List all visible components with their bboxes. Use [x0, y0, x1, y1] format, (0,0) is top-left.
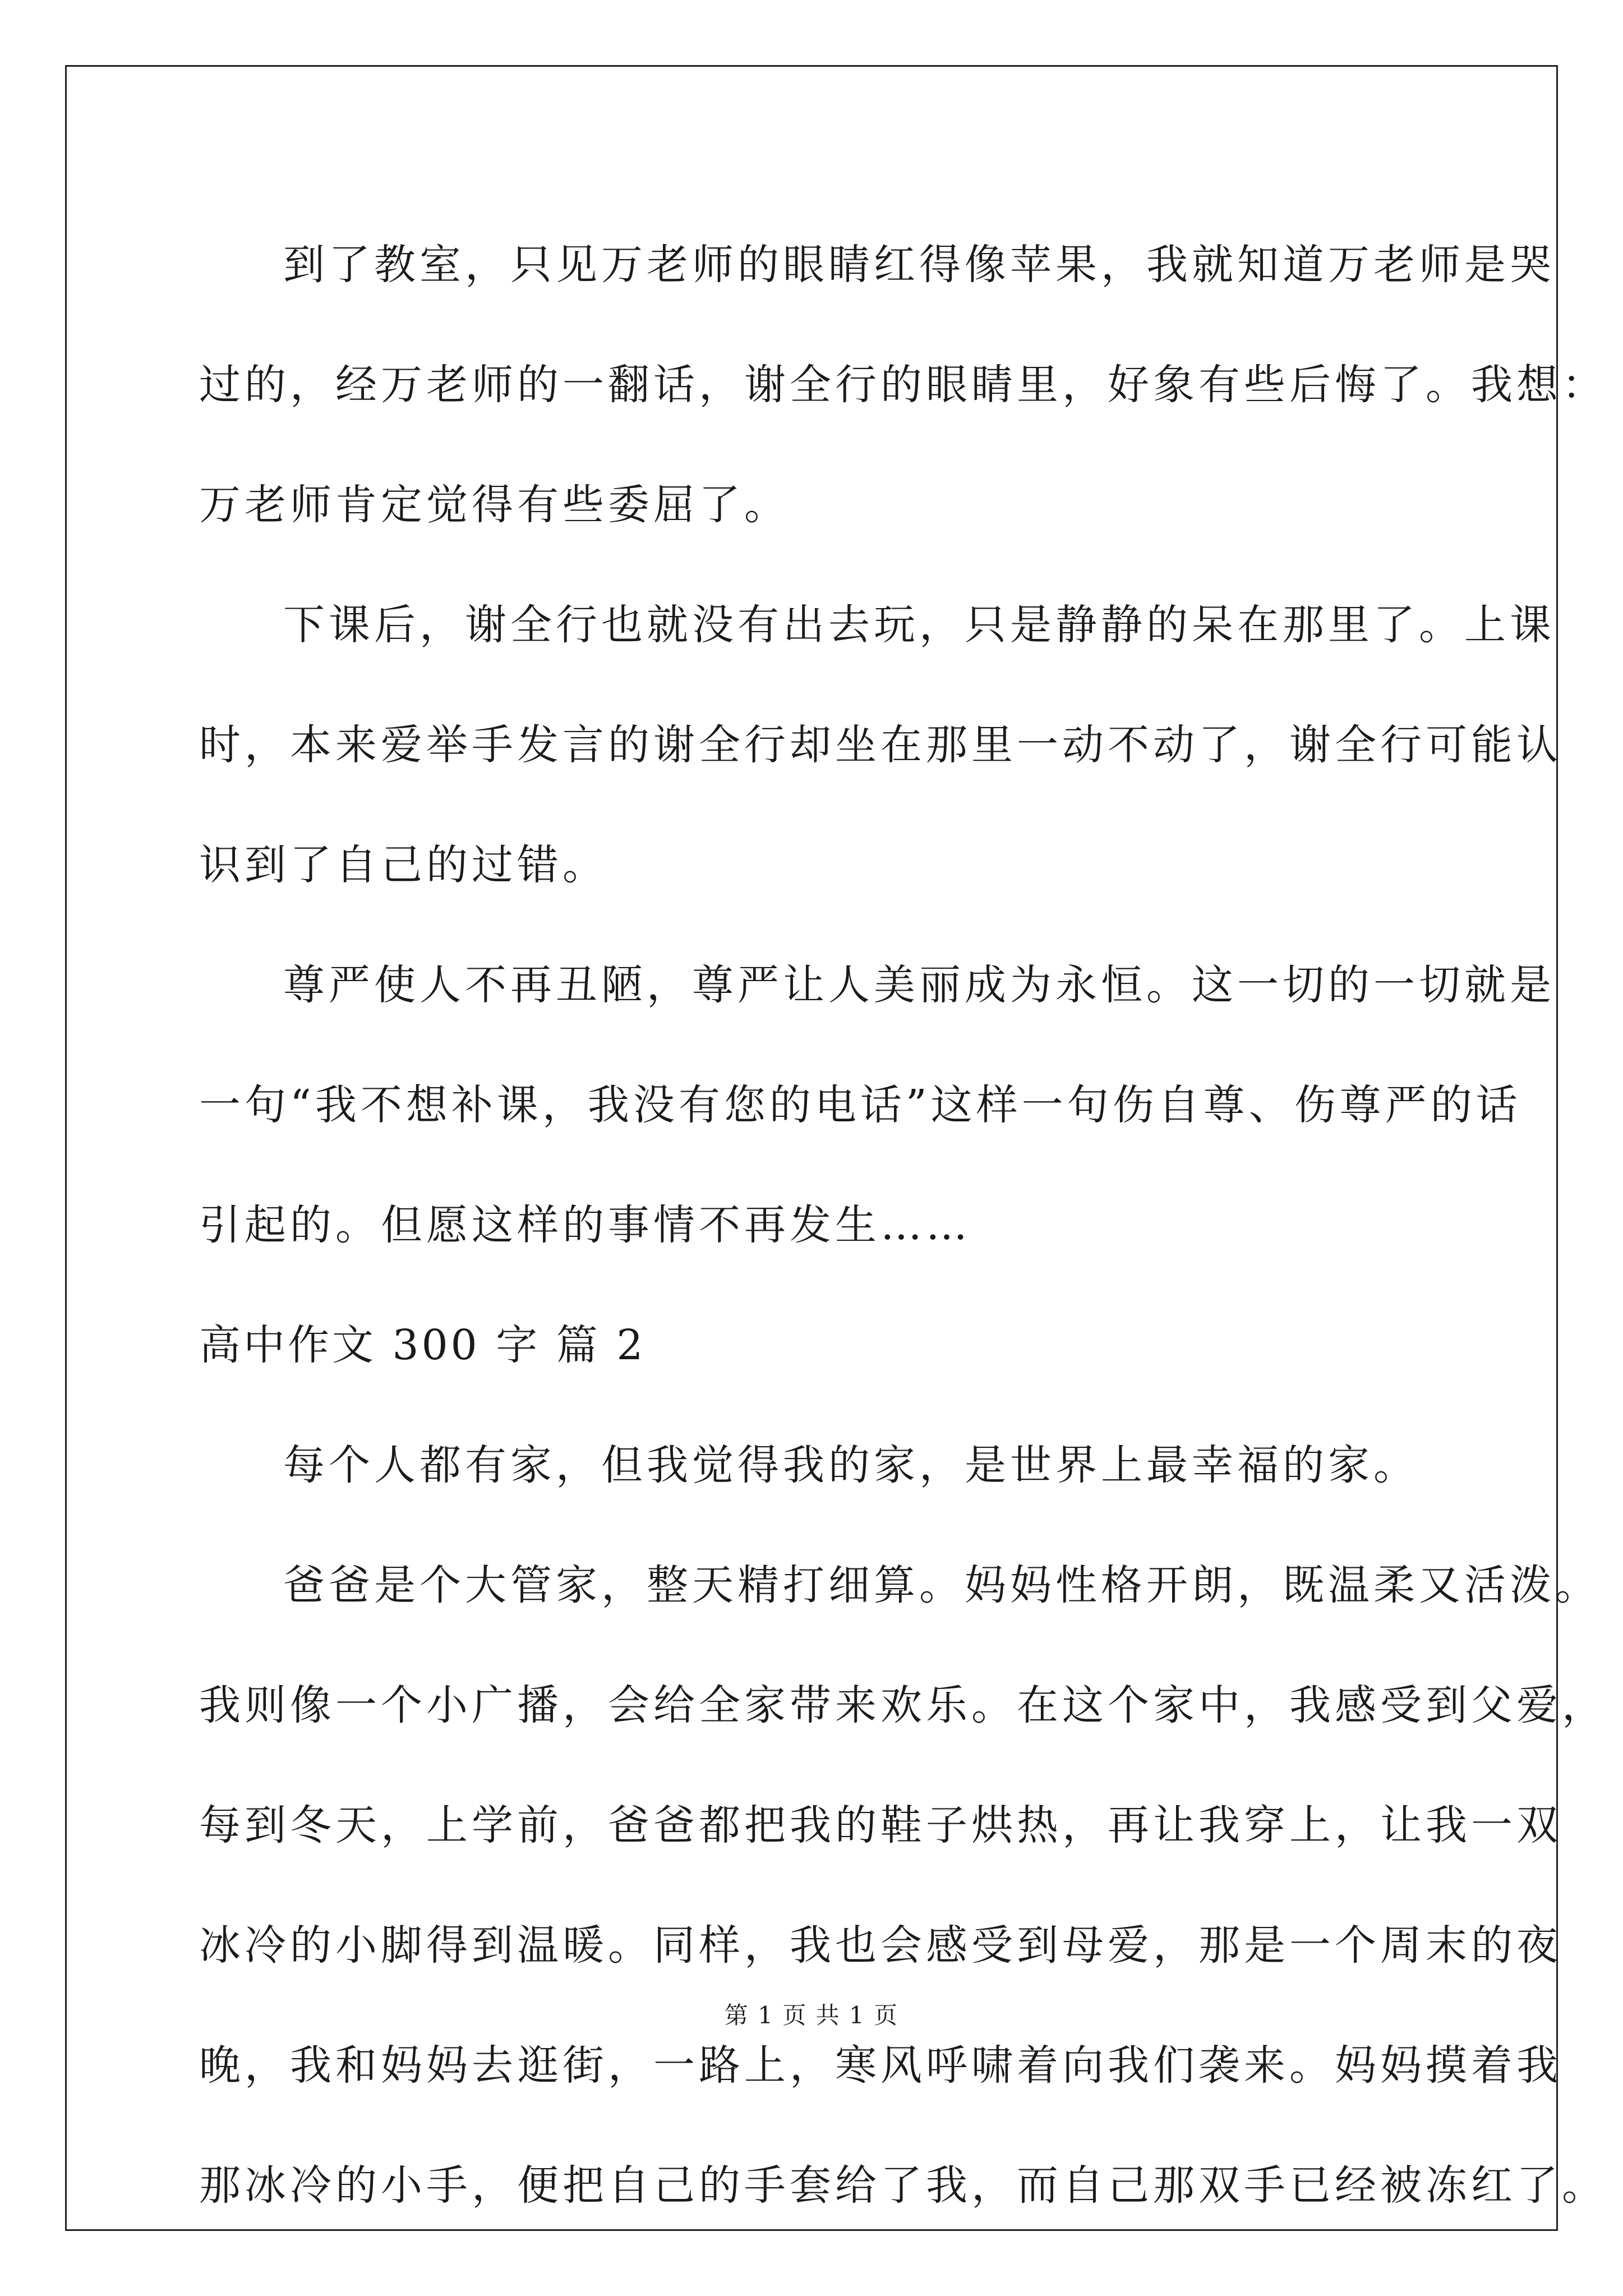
paragraph-5	[199, 1525, 1607, 2246]
paragraph-1	[199, 205, 1607, 565]
text-line: 每个人都有家，但我觉得我的家，是世界上最幸福的家。	[283, 1441, 1419, 1489]
page-footer: 第 1 页 共 1 页	[724, 2001, 899, 2029]
text-line: 晚，我和妈妈去逛街，一路上，寒风呼啸着向我们袭来。妈妈摸着我	[199, 2041, 1562, 2090]
text-line: 时，本来爱举手发言的谢全行却坐在那里一动不动了，谢全行可能认	[199, 721, 1562, 769]
text-line: 每到冬天，上学前，爸爸都把我的鞋子烘热，再让我穿上，让我一双	[199, 1801, 1562, 1849]
text-line: 我则像一个小广播，会给全家带来欢乐。在这个家中，我感受到父爱，	[199, 1681, 1607, 1729]
text-line: 那冰冷的小手，便把自己的手套给了我，而自己那双手已经被冻红了。	[199, 2161, 1607, 2210]
section-heading: 高中作文 300 字 篇 2	[199, 1321, 646, 1369]
text-line: 一句“我不想补课，我没有您的电话”这样一句伤自尊、伤尊严的话	[199, 1081, 1521, 1129]
text-line: 到了教室，只见万老师的眼睛红得像苹果，我就知道万老师是哭	[283, 241, 1555, 289]
paragraph-3	[199, 925, 1555, 1285]
text-line: 过的，经万老师的一翻话，谢全行的眼睛里，好象有些后悔了。我想：	[199, 361, 1607, 409]
text-line: 冰冷的小脚得到温暖。同样，我也会感受到母爱，那是一个周末的夜	[199, 1921, 1562, 1970]
paragraph-2	[199, 565, 1562, 925]
text-line: 识到了自己的过错。	[199, 841, 608, 889]
text-line: 引起的。但愿这样的事情不再发生……	[199, 1201, 971, 1249]
text-line: 万老师肯定觉得有些委屈了。	[199, 481, 790, 529]
text-line: 爸爸是个大管家，整天精打细算。妈妈性格开朗，既温柔又活泼。	[283, 1561, 1601, 1609]
paragraph-4	[199, 1405, 1436, 1525]
document-body	[199, 205, 1607, 2246]
text-line: 尊严使人不再丑陋，尊严让人美丽成为永恒。这一切的一切就是	[283, 961, 1555, 1009]
text-line: 下课后，谢全行也就没有出去玩，只是静静的呆在那里了。上课	[283, 601, 1555, 649]
